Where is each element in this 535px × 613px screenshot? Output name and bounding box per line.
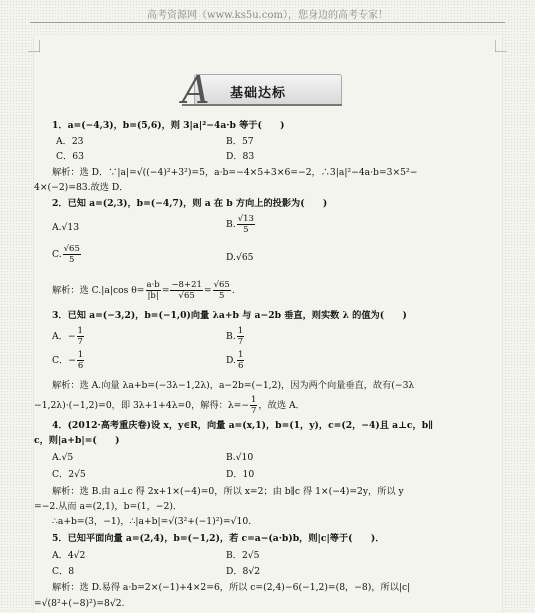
q1-solution-line2: 4×(−2)=83.故选 D． [34, 182, 129, 193]
q3-option-c [52, 350, 85, 371]
q3-option-a-label: A．− [52, 331, 76, 342]
q3-option-a [52, 326, 85, 347]
q2-sol-f3-num: √65 [213, 280, 230, 290]
q3-c-den: 6 [77, 361, 84, 371]
q3-option-a-fraction [77, 326, 84, 347]
banner-letter: A [182, 68, 210, 112]
section-banner [182, 70, 342, 110]
q3-c-num: 1 [77, 350, 84, 360]
q2-option-b-label: B. [226, 219, 236, 230]
q4-solution-line3: ∴a+b=(3，−1)，∴|a+b|=√(3²+(−1)²)=√10. [52, 516, 252, 527]
q2-option-b [226, 214, 256, 235]
q1-option-a: A．23 [56, 136, 84, 147]
corner-mark-top-right [495, 40, 507, 52]
q2-option-b-denominator: 5 [237, 224, 255, 235]
q1-option-b: B．57 [226, 136, 254, 147]
q2-solution-text: 解析：选 C.|a|cos θ= [52, 285, 145, 296]
q2-sol-f2-den: √65 [170, 290, 202, 301]
q3-b-den: 7 [237, 337, 244, 347]
q2-option-a: A.√13 [52, 222, 80, 233]
q5-stem: 5．已知平面向量 a=(2,4)，b=(−1,2)，若 c=a−(a·b)b，则|c|等于( )． [52, 533, 385, 544]
q3-option-b [226, 326, 245, 347]
q2-option-c [52, 244, 82, 265]
q5-option-d: D．8√2 [226, 566, 261, 577]
q5-option-a: A．4√2 [52, 550, 86, 561]
q3-a-num: 1 [77, 326, 83, 336]
q3-option-c-fraction [77, 350, 84, 371]
q1-option-d: D．83 [226, 151, 255, 162]
q3-sol2-end: ，故选 A． [258, 400, 305, 411]
page-header: 高考资源网（www.ks5u.com），您身边的高考专家！ [147, 10, 388, 21]
q2-sol-f3-den: 5 [213, 290, 231, 301]
section-title: 基础达标 [230, 86, 287, 101]
q1-option-c: C．63 [56, 151, 84, 162]
q2-sol-f1-den: |b| [146, 290, 161, 301]
q2-option-c-label: C. [52, 249, 62, 260]
q2-sol-f1-num: a·b [146, 280, 160, 290]
q4-option-d: D．10 [226, 469, 255, 480]
header-rule [30, 22, 505, 23]
q2-solution-fraction-1 [146, 280, 161, 301]
q3-option-b-label: B. [226, 331, 236, 342]
q3-option-d [226, 350, 245, 371]
q3-option-d-fraction [237, 350, 244, 371]
q2-solution-fraction-2 [170, 280, 202, 301]
q3-sol-den: 7 [251, 406, 257, 416]
q4-option-b: B.√10 [226, 452, 254, 463]
q3-d-num: 1 [237, 350, 244, 360]
banner-underline [182, 104, 342, 106]
q3-option-c-label: C．− [52, 355, 76, 366]
q4-stem-line2: c，则|a+b|=( ) [34, 435, 120, 446]
q3-option-d-label: D. [226, 355, 236, 366]
q2-sol-end: . [231, 285, 235, 296]
q3-option-b-fraction [237, 326, 244, 347]
q3-sol2-text: −1,2λ)·(−1,2)=0，即 3λ+1+4λ=0，解得：λ=− [34, 400, 250, 411]
q4-stem-line1: 4．(2012·高考重庆卷)设 x，y∈R，向量 a=(x,1)，b=(1，y)，c=(2，−4)且 a⊥c，b∥ [52, 420, 433, 431]
q2-solution-fraction-3 [213, 280, 231, 301]
q4-option-a: A.√5 [52, 452, 74, 463]
q3-sol-num: 1 [251, 395, 257, 405]
q5-solution-line1: 解析：选 D.易得 a·b=2×(−1)+4×2=6，所以 c=(2,4)−6(−1,2)=(8，−8)，所以|c| [52, 582, 411, 593]
q4-option-c: C．2√5 [52, 469, 86, 480]
q4-solution-line1: 解析：选 B.由 a⊥c 得 2x+1×(−4)=0，所以 x=2；由 b∥c 得 1×(−4)=2y，所以 y [52, 486, 404, 497]
q2-solution: 解析：选 C.|a|cos θ= $\frac{a\cdot b}{|b|}$ = $\frac{-8+21}{√65}$ = $\frac{√65}{5}$ . [52, 280, 235, 301]
q1-stem: 1．a=(−4,3)，b=(5,6)，则 3|a|²−4a·b 等于( ) [52, 120, 285, 131]
q2-sol-f2-num: −8+21 [171, 280, 202, 290]
q5-option-c: C．8 [52, 566, 75, 577]
q3-stem: 3．已知 a=(−3,2)，b=(−1,0)向量 λa+b 与 a−2b 垂直，则实数 λ 的值为( ) [52, 310, 407, 321]
q5-solution-line2: =√(8²+(−8)²)=8√2. [34, 598, 125, 609]
q2-option-c-numerator: √65 [63, 244, 80, 254]
q2-option-d: D.√65 [226, 252, 254, 263]
q2-option-c-denominator: 5 [63, 254, 81, 265]
corner-mark-top-left [28, 40, 40, 52]
q4-solution-line2: =−2.从而 a=(2,1)，b=(1，−2)． [34, 501, 183, 512]
q2-option-b-numerator: √13 [237, 214, 254, 224]
q2-option-b-fraction [237, 214, 255, 235]
q3-b-num: 1 [237, 326, 244, 336]
q3-a-den: 7 [77, 337, 83, 347]
q2-option-c-fraction [63, 244, 81, 265]
q3-solution-fraction [250, 395, 257, 416]
q3-solution-line1: 解析：选 A.向量 λa+b=(−3λ−1,2λ)，a−2b=(−1,2)，因为两个向量垂直，故有(−3λ [52, 380, 415, 391]
q3-solution-line2 [34, 395, 305, 416]
q2-stem: 2．已知 a=(2,3)，b=(−4,7)，则 a 在 b 方向上的投影为( ) [52, 198, 328, 209]
q1-solution-line1: 解析：选 D．∵|a|=√((−4)²+3²)=5，a·b=−4×5+3×6=−2，∴3|a|²−4a·b=3×5²− [52, 167, 418, 178]
q5-option-b: B．2√5 [226, 550, 260, 561]
q3-d-den: 6 [237, 361, 244, 371]
